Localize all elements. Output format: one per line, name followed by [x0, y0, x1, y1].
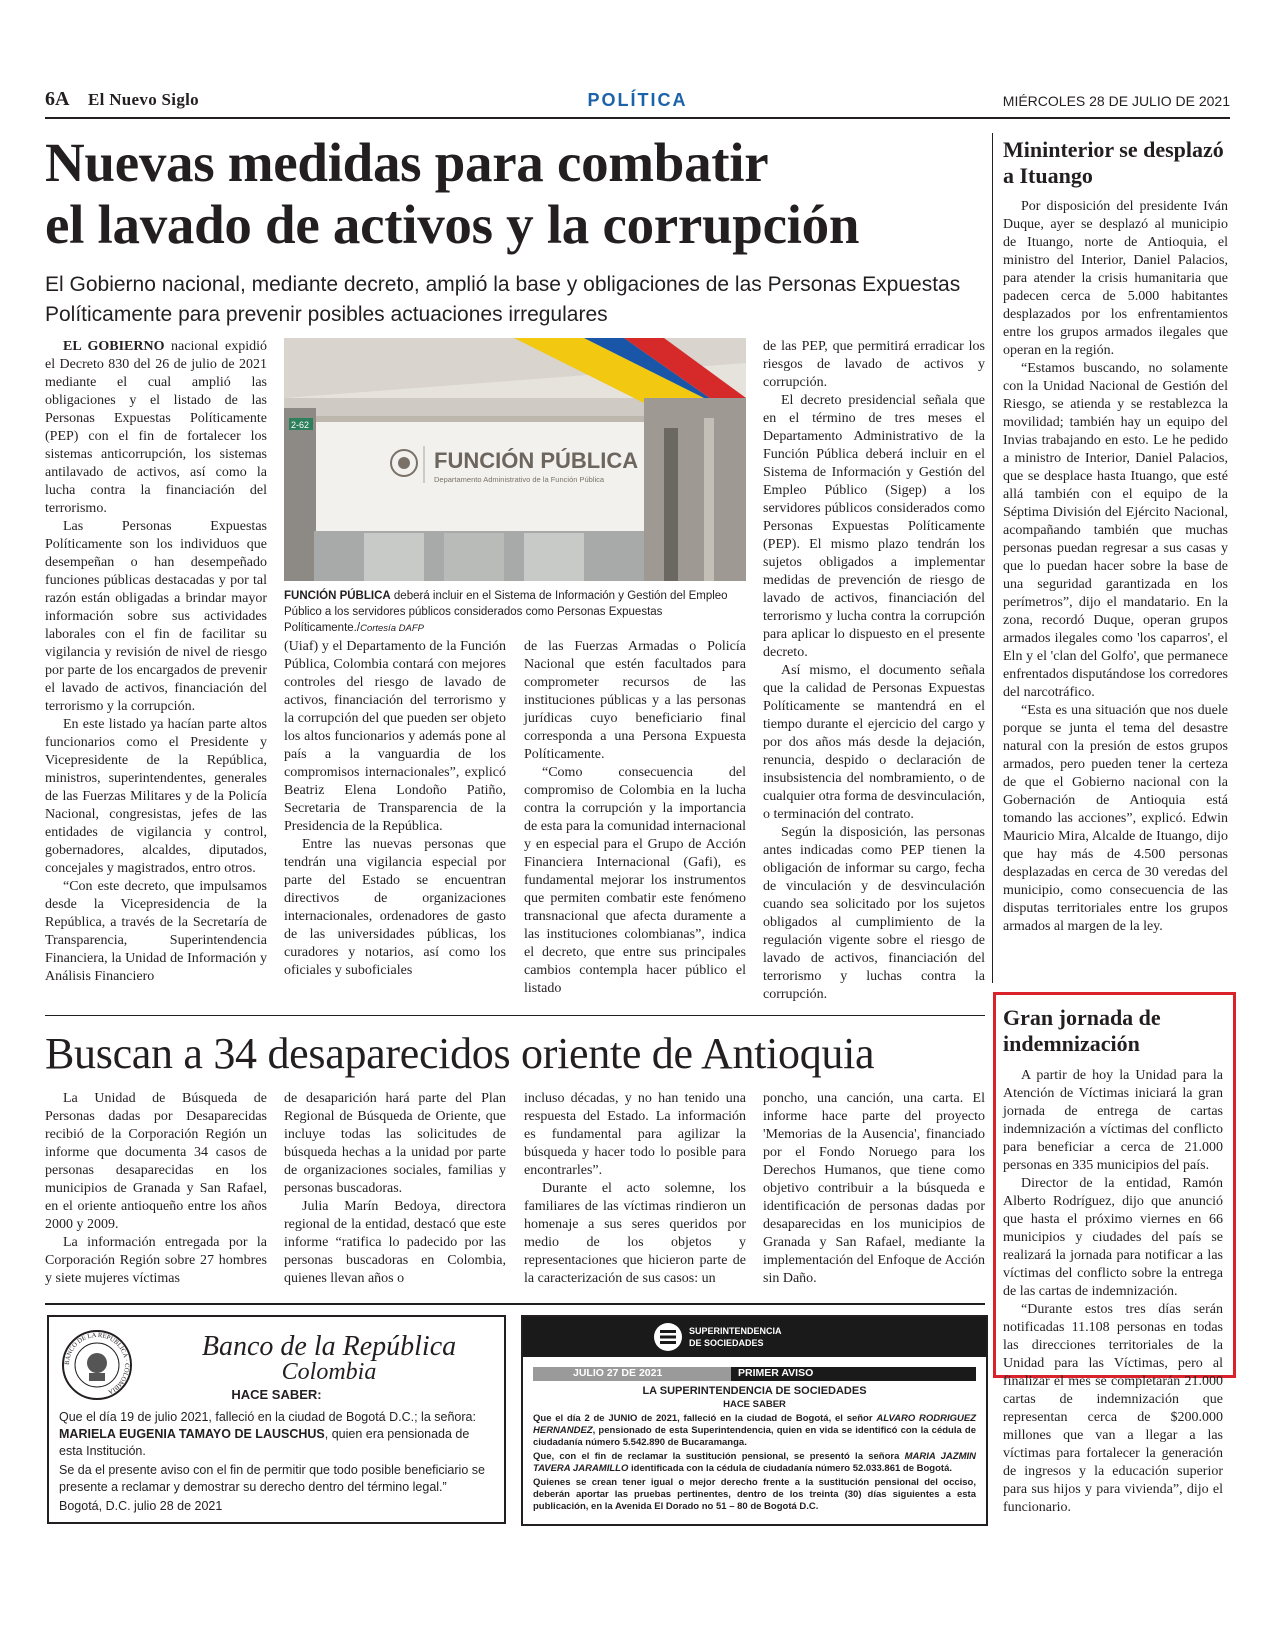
banco-p2: Se da el presente aviso con el fin de permitir que todo posible beneficiario se presente a reclamar y demostrar su derecho dentro del término legal.” — [59, 1463, 485, 1494]
supersociedades-date: JULIO 27 DE 2021 — [573, 1367, 663, 1379]
main-col1-p1: nacional expidió el Decreto 830 del 26 de julio de 2021 mediante el cual amplió las obligaciones y el listado de las Personas Expuestas Políticamente (PEP) con el fin de fortalecer los sistemas anticorrupción, los sistemas antilavado de activos, así como la lucha contra la financiación del terrorismo. — [45, 339, 268, 516]
primer-aviso: PRIMER AVISO — [738, 1367, 814, 1379]
banco-p1-a: Que el día 19 de julio 2021, falleció en la ciudad de Bogotá D.C.; la señora: — [59, 1410, 476, 1424]
sidebar2-body — [1003, 1067, 1223, 1517]
sidebar1-p2: “Estamos buscando, no solamente con la Unidad Nacional de Gestión del Riesgo, se atienda y se restablezca la movilidad; también hay un equipo del Invias trabajando en esto. Le he pedido a ministro de Interior, Daniel Palacios, que se desplace hasta Ituango, que esté allá también con el equipo de la Séptima División del Ejército Nacional, acompañando también que muchas personas puedan regresar a sus casas y que lo puedan hacer sobre la base de una seguridad garantizada en los perímetros”, dijo el mandatario. En la zona, recordó Duque, operan grupos armados ilegales como 'los caparros', el Eln y el 'clan del Golfo', que permanece enfrentados disputándose los corredores del narcotráfico. — [1003, 361, 1228, 700]
main-col4-p3: Así mismo, el documento señala que la calidad de Personas Expuestas Políticamente se mantendrá en el tiempo durante el ejercicio del cargo y por dos años más desde la dejación, renuncia, despido o declaración de insubsistencia del nombramiento, o de cualquier otra forma de desvinculación, o terminación del contrato. — [763, 663, 985, 822]
banco-title: Banco de la República — [201, 1331, 457, 1362]
main-col4-p4: Según la disposición, las personas antes indicadas como PEP tienen la obligación de informar su cargo, fecha de vinculación y de desvinculación cuando sea solicitado por los sujetos obligados al cumplimiento de la regulación vigente sobre el riesgo de lavado de activos, financiación del terrorismo y luchas contra la corrupción. — [763, 825, 985, 1002]
second-col2-p1: de desaparición hará parte del Plan Regional de Búsqueda de Oriente, que incluye todas las solicitudes de búsqueda hechas a la unidad por parte de organizaciones sociales, familias y personas buscadoras. — [284, 1091, 506, 1196]
banco-subtitle: Colombia — [281, 1359, 377, 1385]
supersociedades-hace-saber: HACE SABER — [723, 1399, 786, 1410]
super-deceased-name: ALVARO RODRIGUEZ HERNANDEZ — [533, 1413, 976, 1436]
second-article-column-1 — [45, 1090, 267, 1288]
main-article-column-4 — [763, 338, 985, 1004]
ads-rule — [45, 1303, 985, 1305]
main-headline — [45, 132, 945, 256]
page-number: 6A — [45, 88, 70, 110]
main-article-column-1 — [45, 338, 267, 986]
supersociedades-p2 — [533, 1451, 976, 1475]
logo-line2: DE SOCIEDADES — [689, 1338, 764, 1348]
second-article-column-2 — [284, 1090, 506, 1288]
sidebar1-headline: Mininterior se desplazó a Ituango — [1003, 137, 1224, 188]
super-p2-b: identificada con la cédula de ciudadanía número 52.033.861 de Bogotá. — [628, 1463, 952, 1474]
article-divider — [45, 1015, 985, 1016]
supersociedades-notice — [521, 1315, 988, 1526]
super-p2-a: Que, con el fin de reclamar la sustitución pensional, se presentó la señora — [533, 1451, 905, 1462]
second-article-column-3 — [524, 1090, 746, 1288]
lead-caps: EL GOBIERNO — [63, 339, 165, 354]
sign-title: FUNCIÓN PÚBLICA — [434, 448, 639, 473]
caption-text: deberá incluir en el Sistema de Información y Gestión del Empleo Público a los servidores públicos considerados como Personas Expuestas Políticamente./ — [284, 590, 728, 634]
supersociedades-logo-icon — [653, 1322, 683, 1352]
main-col1-p4: “Con este decreto, que impulsamos desde la Vicepresidencia de la República, a través de la Secretaría de Transparencia, Superintendencia Financiera, la Unidad de Información y Análisis Financiero — [45, 879, 267, 984]
super-p1-a: Que el día 2 de JUNIO de 2021, falleció en la ciudad de Bogotá, el señor — [533, 1413, 877, 1424]
main-col1-p2: Las Personas Expuestas Políticamente son los individuos que desempeñan o han desempeñado funciones públicas destacadas y por tal razón están obligadas a brindar mayor información sobre sus actividades laborales con el fin de facilitar su vigilancia y revisión de nivel de riesgo por parte de los encargados de prevenir el lavado de activos, financiación del terrorismo y la corrupción. — [45, 519, 267, 714]
sidebar1-p3: “Esta es una situación que nos duele porque se junta el tema del desastre natural con la presión de estos grupos armados, pero pueden tener la certeza de que el Gobierno nacional con la Gobernación de Antioquia está tomando las acciones”, explicó. Edwin Mauricio Mira, Alcalde de Ituango, dijo que hay más de 4.500 personas desplazadas en cerca de 30 veredas del municipio, como consecuencia de las disputas territoriales entre los grupos armados al margen de la ley. — [1003, 703, 1228, 934]
supersociedades-p3: Quienes se crean tener igual o mejor derecho frente a la sustitución pensional del occiso, deberán aportar las pruebas pertinentes, dentro de los treinta (30) días siguientes a esta publicación, en la Avenida El Dorado no 51 – 80 de Bogotá D.C. — [533, 1477, 976, 1512]
main-col2-p2: Entre las nuevas personas que tendrán una vigilancia especial por parte del Estado se encuentran directivos de organizaciones internacionales, ordenadores de gasto de las universidades públicas, los curadores y notarios, así como los oficiales y suboficiales — [284, 837, 506, 978]
supersociedades-title: LA SUPERINTENDENCIA DE SOCIEDADES — [642, 1385, 867, 1397]
banco-p1-b: , quien era pensionada de esta Institución. — [59, 1427, 470, 1458]
supersociedades-logo-text — [689, 1325, 782, 1349]
main-col4-p1: de las PEP, que permitirá erradicar los riesgos de lavado de activos y corrupción. — [763, 339, 985, 390]
super-p1-b: , pensionado de esta Superintendencia, quien en vida se identificó con la cédula de ciudadanía número 5.542.890 de Bucaramanga. — [533, 1425, 976, 1448]
main-col4-p2: El decreto presidencial señala que en el término de tres meses el Departamento Administrativo de la Función Pública deberá incluir en el Sistema de Información y Gestión del Empleo Público (Sigep) a los servidores públicos considerados como Personas Expuestas Políticamente (PEP). El mismo plazo tendrán los sujetos obligados a implementar medidas de prevención de riesgo de lavado de activos, financiación del terrorismo y lucha contra la corrupción para aplicar lo dispuesto en el presente decreto. — [763, 393, 985, 660]
main-col2-p1: (Uiaf) y el Departamento de la Función Pública, Colombia contará con mejores controles del riesgo de lavado de activos, financiación del terrorismo y la corrupción del que pueden ser objeto los altos funcionarios y además pone al país a la vanguardia de los compromisos internacionales”, explicó Beatriz Elena Londoño Patiño, Secretaria de Transparencia de la Presidencia de la República. — [284, 639, 506, 834]
main-deck: El Gobierno nacional, mediante decreto, amplió la base y obligaciones de las Personas Expuestas Políticamente para prevenir posibles actuaciones irregulares — [45, 273, 961, 326]
second-article-column-4 — [763, 1090, 985, 1288]
seal-text: BANCO DE LA REPUBLICA · COLOMBIA — [63, 1331, 131, 1396]
caption-bold: FUNCIÓN PÚBLICA — [284, 590, 391, 602]
sidebar2-p1: A partir de hoy la Unidad para la Atención de Víctimas iniciará la gran jornada de entrega de cartas indemnización a víctimas del conflicto para beneficiar a cerca de 21.000 personas en 335 municipios del país. — [1003, 1068, 1223, 1173]
second-col4-p1: poncho, una canción, una carta. El informe hace parte del proyecto 'Memorias de la Ausencia', financiado por el Fondo Noruego para los Derechos Humanos, que tiene como objetivo contribuir a la búsqueda e identificación de personas dadas por desaparecidas en los municipios de Granada y San Rafael, mediante la implementación del Enfoque de Acción sin Daño. — [763, 1091, 985, 1286]
sidebar1-body — [1003, 198, 1228, 988]
main-col3-p2: “Como consecuencia del compromiso de Colombia en la lucha contra la corrupción y la importancia de esta para la comunidad internacional y en especial para el Grupo de Acción Financiera Internacional (Gafi), es fundamental mejorar los instrumentos que permiten combatir este fenómeno transnacional que afecta duramente a las instituciones colombianas”, indica el decreto, que entre sus principales cambios contempla hacer público el listado — [524, 765, 746, 996]
super-claimant-name: MARIA JAZMIN TAVERA JARAMILLO — [533, 1451, 976, 1474]
second-col1-p1: La Unidad de Búsqueda de Personas dadas por Desaparecidas recibió de la Corporación Región un informe que documenta 34 casos de personas desaparecidas en los municipios de Granada y San Rafael, en el oriente antioqueño entre los años 2000 y 2009. — [45, 1091, 267, 1232]
main-article-column-2 — [284, 638, 506, 980]
main-article-column-3 — [524, 638, 746, 998]
newspaper-name: El Nuevo Siglo — [88, 90, 199, 109]
second-col1-p2: La información entregada por la Corporación Región sobre 27 hombres y siete mujeres víctimas — [45, 1235, 267, 1286]
banco-hace-saber: HACE SABER: — [231, 1387, 322, 1402]
second-col3-p1: incluso décadas, y no han tenido una respuesta del Estado. La información es fundamental para agilizar la búsqueda y hacer todo lo posible para encontrarles”. — [524, 1091, 746, 1178]
banco-p1 — [59, 1409, 494, 1460]
sidebar2-p3: “Durante estos tres días serán notificadas 11.108 personas en todas las direcciones territoriales de la Unidad para las Víctimas, pero al finalizar el mes se completarán 21.000 cartas de indemnización que representan cerca de $200.000 millones que van a llegar a las víctimas para fortalecer la generación de ingresos y la educación superior para sus hijos y para vivienda”, dijo el funcionario. — [1003, 1302, 1223, 1515]
logo-line1: SUPERINTENDENCIA — [689, 1326, 782, 1336]
supersociedades-p1 — [533, 1413, 976, 1449]
sidebar1-p1: Por disposición del presidente Iván Duque, ayer se desplazó al municipio de Ituango, norte de Antioquia, el ministro del Interior, Daniel Palacios, para atender la crisis humanitaria que padecen cerca de 5.000 habitantes desplazados por los enfrentamientos entre los grupos armados ilegales que operan en la región. — [1003, 199, 1228, 358]
function-publica-building-image — [284, 338, 746, 581]
sidebar-divider — [992, 133, 993, 983]
main-headline-line2: el lavado de activos y la corrupción — [45, 194, 860, 255]
sidebar2-p2: Director de la entidad, Ramón Alberto Rodríguez, dijo que anunció que hasta el próximo viernes en 66 municipios y ciudades del país se realizará la jornada para notificar a las víctimas del conflicto sobre la entrega de las cartas de indemnización. — [1003, 1176, 1223, 1299]
caption-credit: Cortesía DAFP — [360, 623, 424, 634]
issue-date: MIÉRCOLES 28 DE JULIO DE 2021 — [1002, 93, 1230, 109]
main-col3-p1: de las Fuerzas Armadas o Policía Nacional que estén facultados para comprometer recursos de las instituciones públicas y a las personas jurídicas cuyo beneficiario final corresponda a una Persona Expuesta Políticamente. — [524, 639, 746, 762]
banco-deceased-name: MARIELA EUGENIA TAMAYO DE LAUSCHUS — [59, 1427, 325, 1441]
sign-subtitle: Departamento Administrativo de la Función Pública — [434, 475, 605, 484]
second-col2-p2: Julia Marín Bedoya, directora regional de la entidad, destacó que este informe “ratifica lo padecido por las personas buscadoras en Colombia, quienes llevan años o — [284, 1199, 506, 1286]
article-photo — [284, 338, 746, 581]
header-rule — [45, 117, 1230, 119]
sidebar2-headline: Gran jornada de indemnización — [1003, 1005, 1161, 1056]
sign-number: 2-62 — [291, 420, 310, 430]
main-headline-line1: Nuevas medidas para combatir — [45, 132, 769, 193]
second-col3-p2: Durante el acto solemne, los familiares de las víctimas rindieron un homenaje a sus seres queridos por medio de los objetos y representaciones que hicieron parte de la caracterización de sus casos: un — [524, 1181, 746, 1286]
banco-sign: Bogotá, D.C. julio 28 de 2021 — [59, 1499, 223, 1513]
photo-caption — [284, 588, 746, 637]
second-headline: Buscan a 34 desaparecidos oriente de Antioquia — [45, 1029, 875, 1078]
section-name: POLÍTICA — [587, 90, 688, 110]
main-col1-p3: En este listado ya hacían parte altos funcionarios como el Presidente y Vicepresidente de la República, ministros, superintendentes, generales de las Fuerzas Militares y de la Policía Nacional, congresistas, jefes de las entidades de vigilancia y control, gobernadores, alcaldes, diputados, concejales y magistrados, entro otros. — [45, 717, 267, 876]
banco-republica-notice — [47, 1315, 506, 1524]
